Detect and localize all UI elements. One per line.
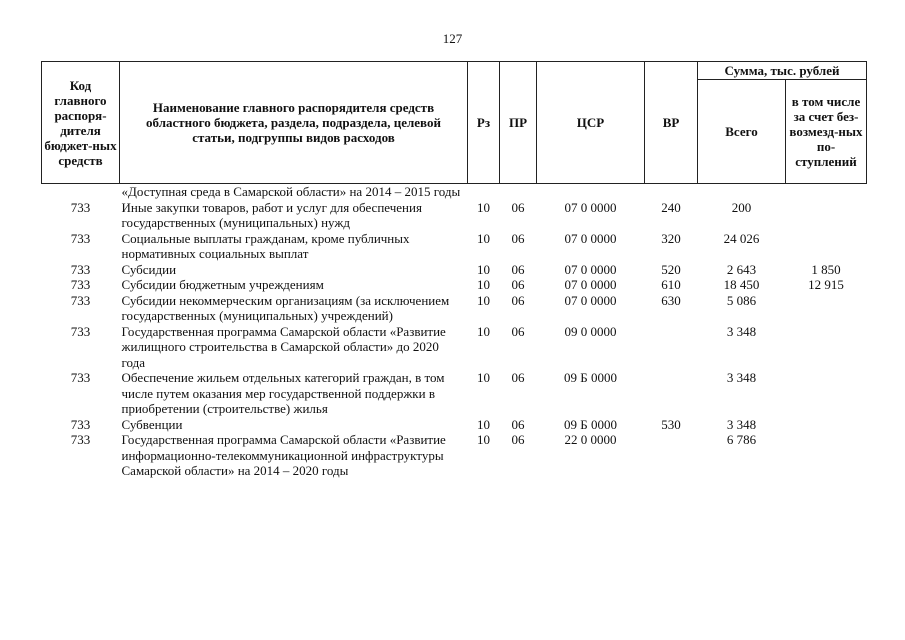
cell-csr: 07 0 0000 <box>564 261 617 277</box>
cell-pr <box>500 184 537 200</box>
cell-vr: 240 <box>661 199 681 215</box>
cell-total: 18 450 <box>723 277 760 292</box>
cell-total: 3 348 <box>726 323 757 339</box>
header-rz: Рз <box>468 62 500 184</box>
cell-vr <box>645 370 698 417</box>
cell-pr: 06 <box>511 323 525 339</box>
cell-total: 6 786 <box>726 432 757 447</box>
cell-csr: 09 0 0000 <box>564 323 617 339</box>
cell-code: 733 <box>70 416 91 432</box>
table-row <box>42 432 867 479</box>
cell-free: 1 850 <box>811 261 841 277</box>
cell-csr: 09 Б 0000 <box>564 370 617 385</box>
table-body <box>42 184 867 479</box>
cell-rz <box>468 184 500 200</box>
cell-name: Субсидии некоммерческим организациям (за исключением государственных (муниципальных) учреждений) <box>121 292 450 323</box>
cell-free: 12 915 <box>808 277 844 292</box>
cell-rz: 10 <box>477 261 490 277</box>
cell-rz: 10 <box>477 230 490 246</box>
cell-vr <box>645 324 698 371</box>
cell-free <box>786 370 867 417</box>
cell-csr: 09 Б 0000 <box>564 416 617 432</box>
header-csr: ЦСР <box>537 62 645 184</box>
cell-pr: 06 <box>511 199 525 215</box>
cell-code: 733 <box>70 432 91 447</box>
table-row <box>42 200 867 231</box>
cell-pr: 06 <box>511 261 525 277</box>
cell-total: 3 348 <box>726 370 757 385</box>
cell-vr: 530 <box>661 416 681 432</box>
cell-csr: 07 0 0000 <box>564 199 617 215</box>
cell-free <box>786 324 867 371</box>
cell-code: 733 <box>70 323 91 339</box>
cell-rz: 10 <box>477 277 490 292</box>
cell-total <box>698 184 786 200</box>
cell-csr: 22 0 0000 <box>564 432 617 447</box>
table-header <box>42 62 867 184</box>
cell-name: Субсидии <box>121 261 177 277</box>
cell-free <box>786 184 867 200</box>
cell-csr <box>537 184 645 200</box>
cell-code: 733 <box>70 277 91 292</box>
cell-name: Государственная программа Самарской области «Развитие жилищного строительства в Самарской области» до 2020 года <box>121 323 446 370</box>
cell-csr: 07 0 0000 <box>564 230 617 246</box>
header-code: Код главного распоря-дителя бюджет-ных средств <box>42 62 120 184</box>
cell-name: Государственная программа Самарской области «Развитие информационно-телекоммуникационной инфраструктуры Самарской области» на 2014 – 2020 годы <box>121 432 446 478</box>
cell-pr: 06 <box>511 230 525 246</box>
cell-free <box>786 293 867 324</box>
cell-pr: 06 <box>511 432 525 447</box>
cell-rz: 10 <box>477 416 490 432</box>
cell-pr: 06 <box>511 416 525 432</box>
header-total: Всего <box>698 80 786 184</box>
cell-free <box>786 417 867 433</box>
table-row <box>42 293 867 324</box>
cell-rz: 10 <box>477 323 490 339</box>
cell-code: 733 <box>70 230 91 246</box>
cell-rz: 10 <box>477 432 490 447</box>
cell-total: 3 348 <box>726 416 757 432</box>
header-pr: ПР <box>500 62 537 184</box>
cell-vr: 320 <box>661 230 681 246</box>
cell-vr: 610 <box>661 277 681 292</box>
header-name: Наименование главного распорядителя средств областного бюджета, раздела, подраздела, целевой статьи, подгруппы видов расходов <box>120 62 468 184</box>
budget-table <box>41 61 867 479</box>
cell-vr: 630 <box>661 292 681 308</box>
table-row <box>42 262 867 278</box>
cell-free <box>786 432 867 479</box>
cell-vr <box>645 432 698 479</box>
cell-rz: 10 <box>477 292 490 308</box>
cell-pr: 06 <box>511 292 525 308</box>
cell-vr: 520 <box>661 261 681 277</box>
cell-total: 200 <box>731 199 752 215</box>
cell-name: Субсидии бюджетным учреждениям <box>121 277 324 292</box>
cell-free <box>786 200 867 231</box>
table-row <box>42 277 867 293</box>
cell-pr: 06 <box>511 277 525 292</box>
cell-total: 2 643 <box>726 261 757 277</box>
cell-csr: 07 0 0000 <box>564 277 617 292</box>
table-row <box>42 184 867 200</box>
cell-name: Социальные выплаты гражданам, кроме публичных нормативных социальных выплат <box>121 230 410 261</box>
cell-rz: 10 <box>477 370 490 385</box>
cell-free <box>786 231 867 262</box>
header-free: в том числе за счет без-возмезд-ных по-ступлений <box>786 80 867 184</box>
cell-name: «Доступная среда в Самарской области» на 2014 – 2015 годы <box>121 184 461 199</box>
cell-total: 24 026 <box>723 230 760 246</box>
header-vr: ВР <box>645 62 698 184</box>
table-row <box>42 324 867 371</box>
cell-code: 733 <box>70 292 91 308</box>
cell-pr: 06 <box>511 370 525 385</box>
cell-code: 733 <box>70 261 91 277</box>
cell-csr: 07 0 0000 <box>564 292 617 308</box>
cell-vr <box>645 184 698 200</box>
cell-code: 733 <box>70 370 91 385</box>
cell-code: 733 <box>70 199 91 215</box>
cell-total: 5 086 <box>726 292 757 308</box>
cell-rz: 10 <box>477 199 490 215</box>
cell-name: Иные закупки товаров, работ и услуг для обеспечения государственных (муниципальных) нужд <box>121 199 422 230</box>
cell-name: Обеспечение жильем отдельных категорий граждан, в том числе путем оказания мер государственной поддержки в приобретении (строительстве) жилья <box>121 370 445 416</box>
cell-code <box>42 184 120 200</box>
header-sum: Сумма, тыс. рублей <box>698 62 867 80</box>
page-number: 127 <box>442 31 463 46</box>
table-row <box>42 370 867 417</box>
table-row <box>42 417 867 433</box>
cell-name: Субвенции <box>121 416 183 432</box>
table-row <box>42 231 867 262</box>
